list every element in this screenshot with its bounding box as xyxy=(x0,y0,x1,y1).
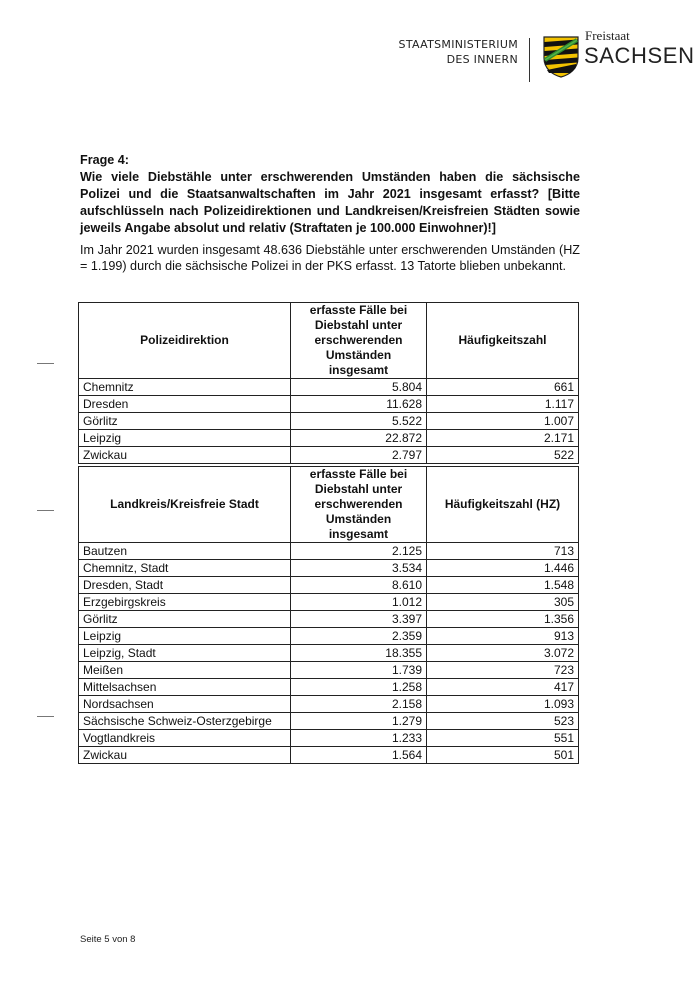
cell-district: Chemnitz, Stadt xyxy=(79,560,291,577)
cell-cases: 8.610 xyxy=(291,577,427,594)
cell-frequency: 2.171 xyxy=(427,430,579,447)
cell-directorate: Chemnitz xyxy=(79,379,291,396)
state-name-small: Freistaat xyxy=(585,28,630,43)
cell-cases: 1.739 xyxy=(291,662,427,679)
ministry-line-2: DES INNERN xyxy=(446,53,518,66)
table-row xyxy=(79,594,579,611)
cell-district: Leipzig xyxy=(79,628,291,645)
cell-cases: 18.355 xyxy=(291,645,427,662)
cell-cases: 2.158 xyxy=(291,696,427,713)
table-row xyxy=(79,645,579,662)
cell-frequency: 3.072 xyxy=(427,645,579,662)
cell-frequency: 1.446 xyxy=(427,560,579,577)
cell-cases: 1.564 xyxy=(291,747,427,764)
cell-cases: 5.522 xyxy=(291,413,427,430)
cell-district: Sächsische Schweiz-Osterzgebirge xyxy=(79,713,291,730)
cell-frequency: 913 xyxy=(427,628,579,645)
table-row xyxy=(79,713,579,730)
cell-frequency: 523 xyxy=(427,713,579,730)
question-label: Frage 4: xyxy=(80,153,129,167)
table-row xyxy=(79,679,579,696)
table-row xyxy=(79,396,579,413)
cell-cases: 2.359 xyxy=(291,628,427,645)
cell-district: Leipzig, Stadt xyxy=(79,645,291,662)
table-header-row xyxy=(79,303,579,379)
cell-directorate: Leipzig xyxy=(79,430,291,447)
cell-district: Vogtlandkreis xyxy=(79,730,291,747)
table-row xyxy=(79,628,579,645)
margin-mark xyxy=(37,510,54,511)
table-row xyxy=(79,560,579,577)
cell-district: Dresden, Stadt xyxy=(79,577,291,594)
table-row xyxy=(79,543,579,560)
cell-cases: 22.872 xyxy=(291,430,427,447)
cell-frequency: 305 xyxy=(427,594,579,611)
column-header-frequency: Häufigkeitszahl (HZ) xyxy=(427,467,579,543)
table-row xyxy=(79,730,579,747)
cell-frequency: 417 xyxy=(427,679,579,696)
cell-cases: 1.233 xyxy=(291,730,427,747)
cell-cases: 2.125 xyxy=(291,543,427,560)
column-header-frequency: Häufigkeitszahl xyxy=(427,303,579,379)
table-row xyxy=(79,430,579,447)
table-row xyxy=(79,413,579,430)
table-row xyxy=(79,696,579,713)
cell-frequency: 1.356 xyxy=(427,611,579,628)
cell-district: Mittelsachsen xyxy=(79,679,291,696)
cell-district: Nordsachsen xyxy=(79,696,291,713)
cell-frequency: 1.117 xyxy=(427,396,579,413)
ministry-name xyxy=(380,37,518,67)
cell-frequency: 1.548 xyxy=(427,577,579,594)
cell-frequency: 661 xyxy=(427,379,579,396)
state-name-big: SACHSEN xyxy=(584,43,695,68)
cell-frequency: 713 xyxy=(427,543,579,560)
cell-frequency: 723 xyxy=(427,662,579,679)
ministry-line-1: STAATSMINISTERIUM xyxy=(398,38,518,51)
table-row xyxy=(79,379,579,396)
cell-frequency: 501 xyxy=(427,747,579,764)
column-header-cases: erfasste Fälle bei Diebstahl unter erschwerenden Umständen insgesamt xyxy=(291,467,427,543)
cell-cases: 1.279 xyxy=(291,713,427,730)
cell-district: Zwickau xyxy=(79,747,291,764)
column-header-district: Landkreis/Kreisfreie Stadt xyxy=(79,467,291,543)
cell-directorate: Dresden xyxy=(79,396,291,413)
police-directorate-table xyxy=(78,302,579,464)
table-row xyxy=(79,577,579,594)
cell-frequency: 522 xyxy=(427,447,579,464)
cell-district: Görlitz xyxy=(79,611,291,628)
cell-cases: 3.397 xyxy=(291,611,427,628)
cell-cases: 1.258 xyxy=(291,679,427,696)
column-header-directorate: Polizeidirektion xyxy=(79,303,291,379)
cell-cases: 3.534 xyxy=(291,560,427,577)
cell-directorate: Zwickau xyxy=(79,447,291,464)
table-row xyxy=(79,611,579,628)
cell-cases: 5.804 xyxy=(291,379,427,396)
answer-text: Im Jahr 2021 wurden insgesamt 48.636 Diebstähle unter erschwerenden Umständen (HZ = 1.199) durch die sächsische Polizei in der PKS erfasst. 13 Tatorte blieben unbekannt. xyxy=(80,243,580,273)
page-number: Seite 5 von 8 xyxy=(80,934,136,945)
cell-frequency: 1.007 xyxy=(427,413,579,430)
table-header-row xyxy=(79,467,579,543)
cell-cases: 1.012 xyxy=(291,594,427,611)
cell-frequency: 551 xyxy=(427,730,579,747)
cell-district: Bautzen xyxy=(79,543,291,560)
saxony-coat-of-arms-icon xyxy=(543,36,579,78)
cell-district: Meißen xyxy=(79,662,291,679)
table-row xyxy=(79,662,579,679)
cell-district: Erzgebirgskreis xyxy=(79,594,291,611)
column-header-cases: erfasste Fälle bei Diebstahl unter erschwerenden Umständen insgesamt xyxy=(291,303,427,379)
question-text: Wie viele Diebstähle unter erschwerenden Umständen haben die sächsische Polizei und die Staatsanwaltschaften im Jahr 2021 insgesamt erfasst? [Bitte aufschlüsseln nach Polizeidirektionen und Landkreisen/Kreisfreien Städten sowie jeweils Angabe absolut und relativ (Straftaten je 100.000 Einwohner)!] xyxy=(80,170,580,235)
margin-mark xyxy=(37,363,54,364)
margin-mark xyxy=(37,716,54,717)
question-block xyxy=(80,152,580,237)
cell-cases: 2.797 xyxy=(291,447,427,464)
cell-cases: 11.628 xyxy=(291,396,427,413)
district-table xyxy=(78,466,579,764)
header-divider xyxy=(529,38,530,82)
cell-frequency: 1.093 xyxy=(427,696,579,713)
table-row xyxy=(79,747,579,764)
table-row xyxy=(79,447,579,464)
cell-directorate: Görlitz xyxy=(79,413,291,430)
